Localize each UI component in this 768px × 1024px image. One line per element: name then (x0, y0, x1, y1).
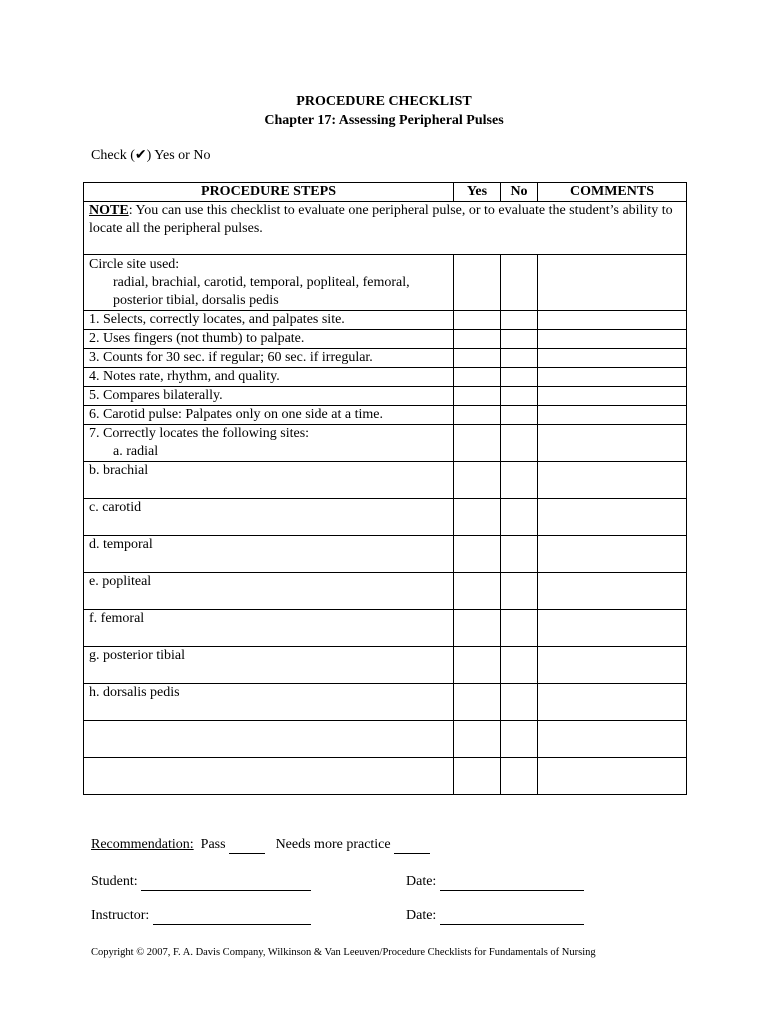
column-header-no: No (501, 183, 538, 202)
step-cell: b. brachial (84, 462, 454, 499)
column-header-comments: COMMENTS (538, 183, 687, 202)
student-signature-line (91, 874, 311, 891)
table-row (84, 255, 687, 311)
comments-cell[interactable] (538, 425, 687, 462)
circle-site-label: Circle site used: (89, 257, 180, 272)
site-radial: a. radial (113, 444, 159, 459)
yes-cell[interactable] (454, 758, 501, 795)
comments-cell[interactable] (538, 610, 687, 647)
no-cell[interactable] (501, 387, 538, 406)
step-cell: 3. Counts for 30 sec. if regular; 60 sec. if irregular. (84, 349, 454, 368)
no-cell[interactable] (501, 255, 538, 311)
table-row (84, 387, 687, 406)
comments-cell[interactable] (538, 462, 687, 499)
yes-cell[interactable] (454, 573, 501, 610)
comments-cell[interactable] (538, 573, 687, 610)
copyright-footer: Copyright © 2007, F. A. Davis Company, Wilkinson & Van Leeuven/Procedure Checklists for Fundamentals of Nursing (91, 947, 596, 958)
step-cell: 4. Notes rate, rhythm, and quality. (84, 368, 454, 387)
yes-cell[interactable] (454, 536, 501, 573)
comments-cell[interactable] (538, 721, 687, 758)
step-cell: 1. Selects, correctly locates, and palpates site. (84, 311, 454, 330)
yes-cell[interactable] (454, 647, 501, 684)
table-row (84, 368, 687, 387)
instructor-date-line (406, 908, 584, 925)
needs-more-practice-label: Needs more practice (275, 837, 391, 852)
no-cell[interactable] (501, 425, 538, 462)
yes-cell[interactable] (454, 425, 501, 462)
check-instructions: Check (✔) Yes or No (91, 148, 211, 163)
table-row (84, 311, 687, 330)
no-cell[interactable] (501, 610, 538, 647)
instructor-label: Instructor: (91, 908, 150, 923)
no-cell[interactable] (501, 573, 538, 610)
yes-cell[interactable] (454, 684, 501, 721)
table-row (84, 462, 687, 499)
note-row (84, 202, 687, 255)
comments-cell[interactable] (538, 255, 687, 311)
comments-cell[interactable] (538, 647, 687, 684)
comments-cell[interactable] (538, 387, 687, 406)
no-cell[interactable] (501, 311, 538, 330)
step-cell: g. posterior tibial (84, 647, 454, 684)
student-date-blank[interactable] (440, 874, 584, 891)
no-cell[interactable] (501, 330, 538, 349)
table-row (84, 684, 687, 721)
comments-cell[interactable] (538, 684, 687, 721)
table-row (84, 330, 687, 349)
step-cell (84, 425, 454, 462)
comments-cell[interactable] (538, 311, 687, 330)
step-cell: f. femoral (84, 610, 454, 647)
comments-cell[interactable] (538, 330, 687, 349)
date-label: Date: (406, 874, 437, 889)
no-cell[interactable] (501, 462, 538, 499)
recommendation-label: Recommendation: (91, 837, 194, 852)
chapter-subtitle: Chapter 17: Assessing Peripheral Pulses (264, 113, 504, 128)
instructor-date-blank[interactable] (440, 908, 584, 925)
checklist-title: PROCEDURE CHECKLIST (296, 94, 472, 109)
table-row (84, 536, 687, 573)
yes-cell[interactable] (454, 349, 501, 368)
step-cell (84, 721, 454, 758)
pass-blank[interactable] (229, 837, 265, 854)
yes-cell[interactable] (454, 368, 501, 387)
table-header-row (84, 183, 687, 202)
comments-cell[interactable] (538, 536, 687, 573)
yes-cell[interactable] (454, 255, 501, 311)
step-cell: e. popliteal (84, 573, 454, 610)
table-row (84, 573, 687, 610)
recommendation-line (91, 837, 430, 854)
no-cell[interactable] (501, 368, 538, 387)
step-cell: d. temporal (84, 536, 454, 573)
comments-cell[interactable] (538, 349, 687, 368)
comments-cell[interactable] (538, 406, 687, 425)
table-row (84, 406, 687, 425)
table-row (84, 758, 687, 795)
yes-cell[interactable] (454, 721, 501, 758)
column-header-procedure-steps: PROCEDURE STEPS (84, 183, 454, 202)
yes-cell[interactable] (454, 462, 501, 499)
yes-cell[interactable] (454, 499, 501, 536)
comments-cell[interactable] (538, 368, 687, 387)
yes-cell[interactable] (454, 311, 501, 330)
instructor-name-blank[interactable] (153, 908, 311, 925)
step-cell: c. carotid (84, 499, 454, 536)
student-name-blank[interactable] (141, 874, 311, 891)
note-label: NOTE (89, 203, 129, 218)
circle-site-options: radial, brachial, carotid, temporal, popliteal, femoral, (113, 275, 410, 290)
no-cell[interactable] (501, 684, 538, 721)
table-row (84, 349, 687, 368)
yes-cell[interactable] (454, 387, 501, 406)
yes-cell[interactable] (454, 406, 501, 425)
table-row (84, 610, 687, 647)
student-label: Student: (91, 874, 138, 889)
step-cell (84, 758, 454, 795)
circle-site-options: posterior tibial, dorsalis pedis (113, 293, 279, 308)
no-cell[interactable] (501, 349, 538, 368)
no-cell[interactable] (501, 647, 538, 684)
column-header-yes: Yes (454, 183, 501, 202)
step-cell: 6. Carotid pulse: Palpates only on one side at a time. (84, 406, 454, 425)
locate-sites-label: 7. Correctly locates the following sites: (89, 426, 310, 441)
step-cell: h. dorsalis pedis (84, 684, 454, 721)
note-cell (84, 202, 687, 255)
comments-cell[interactable] (538, 758, 687, 795)
step-cell: 5. Compares bilaterally. (84, 387, 454, 406)
table-row (84, 425, 687, 462)
step-cell (84, 255, 454, 311)
no-cell[interactable] (501, 406, 538, 425)
procedure-checklist-table (83, 182, 687, 795)
date-label: Date: (406, 908, 437, 923)
needs-more-practice-blank[interactable] (394, 837, 430, 854)
yes-cell[interactable] (454, 330, 501, 349)
table-row (84, 721, 687, 758)
comments-cell[interactable] (538, 499, 687, 536)
student-date-line (406, 874, 584, 891)
no-cell[interactable] (501, 499, 538, 536)
no-cell[interactable] (501, 536, 538, 573)
step-cell: 2. Uses fingers (not thumb) to palpate. (84, 330, 454, 349)
table-row (84, 499, 687, 536)
instructor-signature-line (91, 908, 311, 925)
no-cell[interactable] (501, 721, 538, 758)
yes-cell[interactable] (454, 610, 501, 647)
note-text: : You can use this checklist to evaluate one peripheral pulse, or to evaluate the student’s ability to locate all the peripheral pulses. (89, 203, 673, 236)
table-row (84, 647, 687, 684)
pass-label: Pass (200, 837, 226, 852)
no-cell[interactable] (501, 758, 538, 795)
